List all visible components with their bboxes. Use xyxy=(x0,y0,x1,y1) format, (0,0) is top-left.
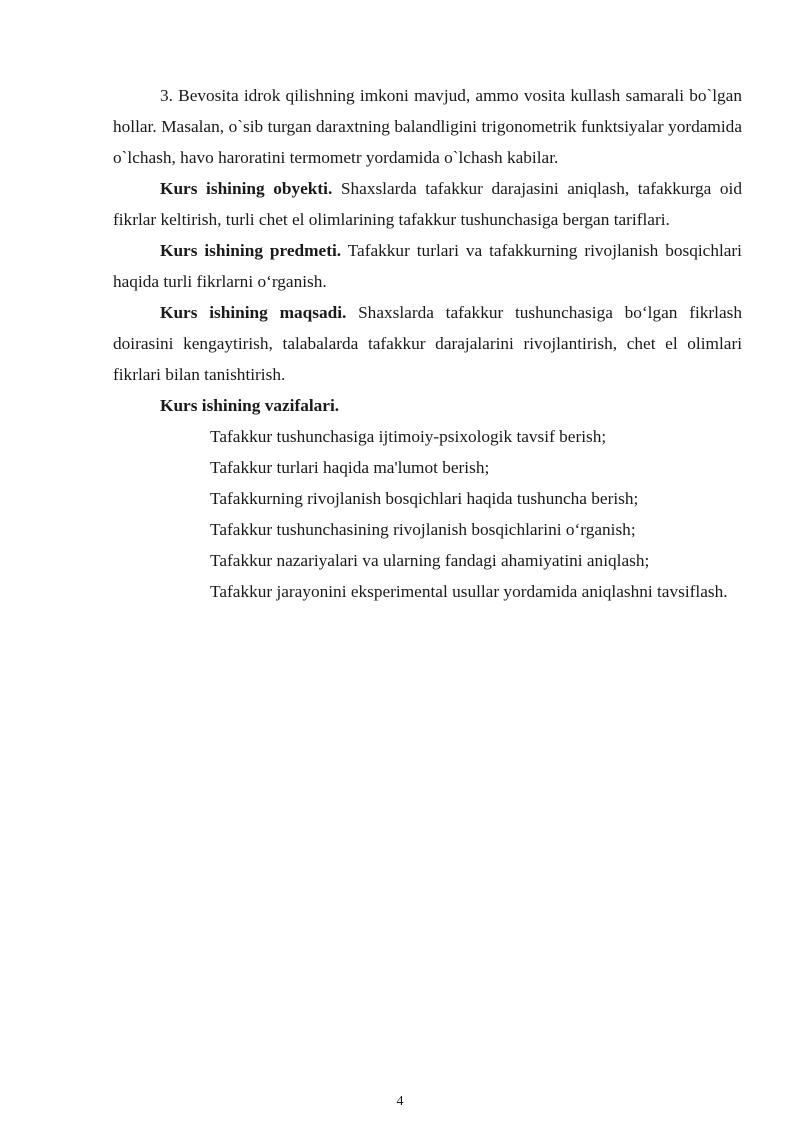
paragraph-text: Shaxslarda tafakkur tushunchasiga bo‘lgan fikrlash doirasini kengaytirish, talabalarda tafakkur darajalarini rivojlantirish, chet el olimlari fikrlari bilan tanishtirish. xyxy=(113,303,742,384)
paragraph-direct-perception xyxy=(113,80,742,173)
paragraph-text: Shaxslarda tafakkur darajasini aniqlash, tafakkurga oid fikrlar keltirish, turli chet el olimlarining tafakkur tushunchasiga bergan tariflari. xyxy=(113,179,742,229)
paragraph-course-object xyxy=(113,173,742,235)
list-item: Tafakkur tushunchasining rivojlanish bosqichlarini o‘rganish; xyxy=(210,520,636,539)
list-item: Tafakkurning rivojlanish bosqichlari haqida tushuncha berish; xyxy=(210,489,639,508)
page-body xyxy=(113,80,742,607)
list-item: Tafakkur turlari haqida ma'lumot berish; xyxy=(210,458,490,477)
paragraph-lead: Kurs ishining maqsadi. xyxy=(160,303,347,322)
paragraph-course-goal xyxy=(113,297,742,390)
paragraph-course-subject xyxy=(113,235,742,297)
paragraph-lead: Kurs ishining obyekti. xyxy=(160,179,333,198)
tasks-list xyxy=(113,421,742,607)
paragraph-lead: Kurs ishining predmeti. xyxy=(160,241,342,260)
paragraph-text: 3. Bevosita idrok qilishning imkoni mavjud, ammo vosita kullash samarali bo`lgan hollar. Masalan, o`sib turgan daraxtning balandligini trigonometrik funktsiyalar yordamida o`lchash, havo haroratini termometr yordamida o`lchash kabilar. xyxy=(113,86,742,167)
tasks-heading: Kurs ishining vazifalari. xyxy=(160,396,340,415)
page-number: 4 xyxy=(396,1094,404,1109)
list-item: Tafakkur nazariyalari va ularning fandagi ahamiyatini aniqlash; xyxy=(210,551,650,570)
list-item: Tafakkur jarayonini eksperimental usullar yordamida aniqlashni tavsiflash. xyxy=(210,582,728,601)
list-item: Tafakkur tushunchasiga ijtimoiy-psixologik tavsif berish; xyxy=(210,427,607,446)
paragraph-text: Tafakkur turlari va tafakkurning rivojlanish bosqichlari haqida turli fikrlarni o‘rganish. xyxy=(113,241,742,291)
